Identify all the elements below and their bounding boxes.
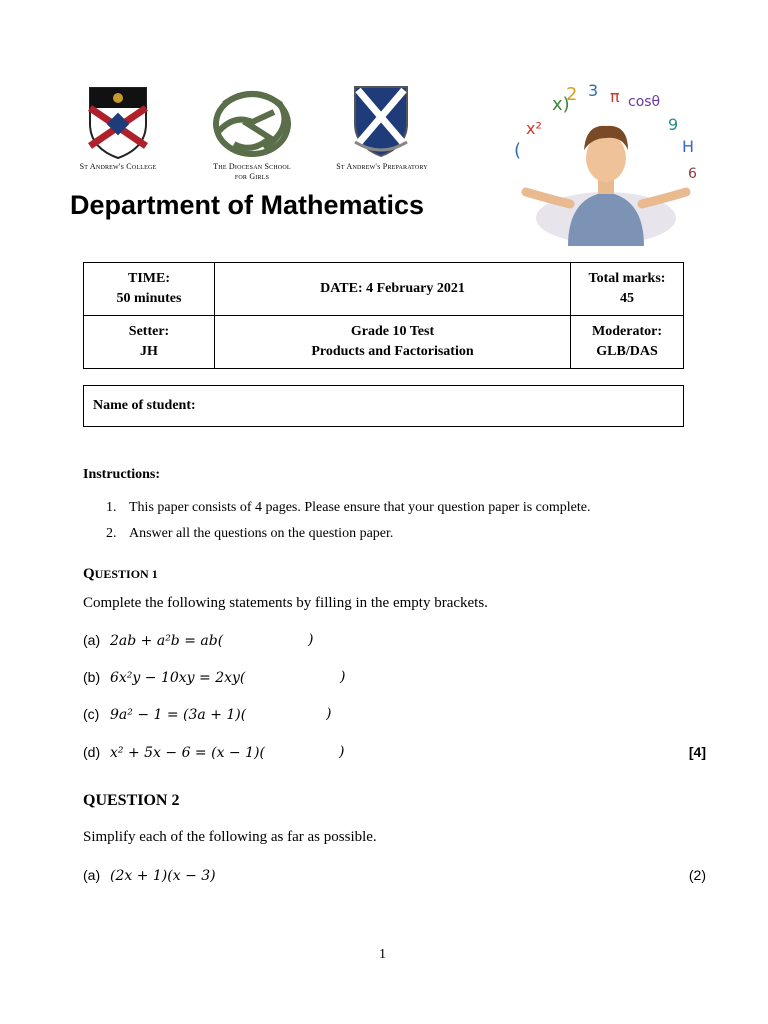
part-expression: (2x + 1)(x − 3) bbox=[110, 868, 216, 884]
part-expression: 6x²y − 10xy = 2xy( bbox=[110, 670, 246, 686]
instructions-heading: Instructions: bbox=[83, 467, 161, 482]
part-label: (d) bbox=[83, 744, 101, 760]
part-label: (b) bbox=[83, 669, 101, 685]
question-1-prompt: Complete the following statements by filling in the empty brackets. bbox=[83, 595, 488, 611]
diocesan-caption bbox=[200, 162, 304, 182]
instruction-text: Answer all the questions on the question paper. bbox=[129, 526, 394, 541]
student-name-field[interactable] bbox=[83, 385, 684, 427]
test-title: Grade 10 Test bbox=[350, 324, 435, 339]
question-1-part bbox=[83, 669, 245, 687]
svg-text:(: ( bbox=[514, 140, 522, 161]
question-1-part bbox=[83, 632, 223, 650]
svg-text:6: 6 bbox=[688, 166, 697, 182]
prep-caption: St Andrew's Preparatory bbox=[336, 162, 428, 171]
marks-cell bbox=[571, 263, 684, 316]
instruction-number: 1. bbox=[106, 500, 117, 515]
diocesan-monogram bbox=[204, 84, 300, 160]
setter-label: Setter: bbox=[128, 324, 170, 339]
svg-text:π: π bbox=[610, 87, 620, 106]
question-1-part bbox=[83, 706, 246, 724]
math-juggler-illustration bbox=[506, 80, 706, 246]
test-info-table bbox=[83, 262, 684, 369]
svg-text:H: H bbox=[682, 137, 695, 156]
setter-cell bbox=[84, 316, 215, 369]
diocesan-caption-line2: for Girls bbox=[234, 172, 270, 181]
svg-text:9: 9 bbox=[668, 115, 679, 134]
marks-value: 45 bbox=[620, 291, 634, 306]
test-title-cell bbox=[215, 316, 571, 369]
answer-bracket-close: ) bbox=[326, 706, 332, 722]
part-label: (a) bbox=[83, 632, 101, 648]
page-number: 1 bbox=[379, 947, 386, 962]
test-topic: Products and Factorisation bbox=[311, 344, 474, 359]
question-2-part bbox=[83, 867, 216, 885]
answer-bracket-close: ) bbox=[308, 632, 314, 648]
time-cell bbox=[84, 263, 215, 316]
question-2-prompt: Simplify each of the following as far as possible. bbox=[83, 829, 377, 845]
setter-value: JH bbox=[140, 344, 158, 359]
part-label: (a) bbox=[83, 867, 101, 883]
prep-crest bbox=[352, 84, 410, 158]
date-cell: DATE: 4 February 2021 bbox=[215, 263, 571, 316]
department-title: Department of Mathematics bbox=[70, 190, 425, 220]
part-label: (c) bbox=[83, 706, 100, 722]
college-crest bbox=[86, 84, 150, 160]
question-2-heading: QUESTION 2 bbox=[83, 792, 180, 809]
marks-label: Total marks: bbox=[588, 271, 666, 286]
svg-text:x): x) bbox=[552, 94, 570, 115]
svg-text:2: 2 bbox=[566, 84, 578, 105]
part-expression: x² + 5x − 6 = (x − 1)( bbox=[110, 745, 265, 761]
college-caption: St Andrew's College bbox=[79, 162, 157, 171]
answer-bracket-close: ) bbox=[339, 744, 345, 760]
question-1-heading bbox=[83, 566, 158, 583]
diocesan-caption-line1: The Diocesan School bbox=[213, 162, 291, 171]
moderator-label: Moderator: bbox=[592, 324, 662, 339]
question-1-heading-rest: UESTION 1 bbox=[94, 567, 158, 581]
moderator-value: GLB/DAS bbox=[596, 344, 658, 359]
part-expression: 9a² − 1 = (3a + 1)( bbox=[110, 707, 247, 723]
question-2a-marks: (2) bbox=[688, 867, 706, 883]
svg-text:x²: x² bbox=[526, 119, 542, 138]
instruction-item bbox=[106, 500, 591, 516]
student-name-label: Name of student: bbox=[93, 398, 196, 413]
svg-text:3: 3 bbox=[588, 81, 599, 100]
question-1-part bbox=[83, 744, 265, 762]
instruction-text: This paper consists of 4 pages. Please ensure that your question paper is complete. bbox=[129, 500, 591, 515]
moderator-cell bbox=[571, 316, 684, 369]
part-expression: 2ab + a²b = ab( bbox=[110, 633, 224, 649]
svg-text:cosθ: cosθ bbox=[628, 94, 661, 110]
answer-bracket-close: ) bbox=[340, 669, 346, 685]
time-label: TIME: bbox=[128, 271, 170, 286]
question-1-heading-initial: Q bbox=[83, 566, 95, 582]
time-value: 50 minutes bbox=[116, 291, 182, 306]
question-1-total-marks: [4] bbox=[688, 744, 706, 760]
instruction-item bbox=[106, 526, 393, 542]
instruction-number: 2. bbox=[106, 526, 117, 541]
